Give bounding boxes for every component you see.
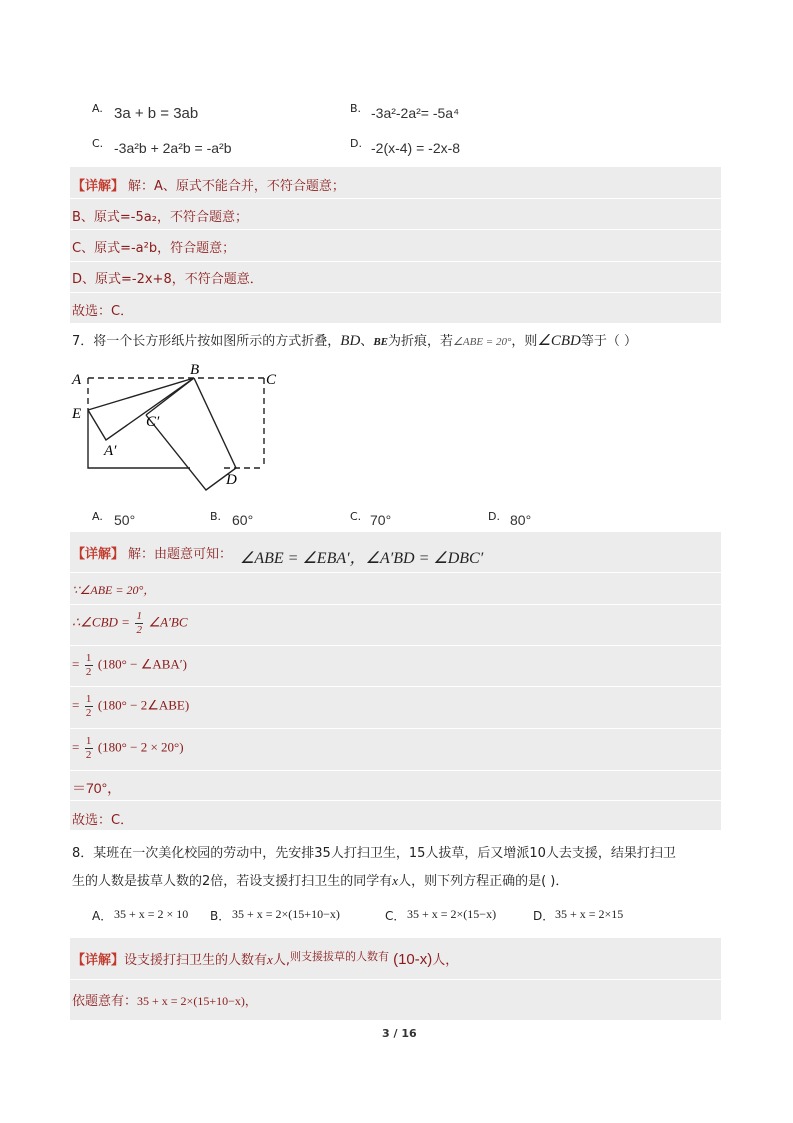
divider (70, 292, 721, 293)
fraction-num: 1 (85, 652, 92, 664)
q8-option-b-text: 35 + x = 2×(15+10−x) (232, 907, 340, 921)
q8-option-c-text: 35 + x = 2×(15−x) (407, 907, 497, 921)
q7-option-a-text: 50° (114, 512, 136, 528)
q8-line2-b: 人，则下列方程正确的是( )． (398, 874, 569, 889)
divider (70, 229, 721, 230)
q7-figure (66, 360, 296, 500)
q7-answer-l2-post: ∠A′BC (148, 614, 188, 630)
q7-condition: ∠ABE = 20° (453, 336, 512, 348)
q7-answer-block (70, 532, 721, 830)
q6-option-a-letter: A. (92, 102, 103, 115)
q6-answer-tag: 【详解】 (72, 179, 125, 194)
q8-option-a-letter: A． (92, 909, 113, 923)
fraction-num: 1 (85, 693, 92, 705)
fraction-den: 2 (85, 707, 92, 719)
q7-answer-intro: 解：由题意可知： (128, 547, 233, 562)
page-number: 3 / 16 (382, 1027, 417, 1040)
fraction-half (85, 653, 93, 678)
q7-label-b: B (190, 362, 200, 378)
divider (70, 728, 721, 729)
q7-answer-l5-text: (180° − 2 × 20°) (97, 739, 184, 755)
q6-answer-line5: 故选：C． (72, 304, 134, 319)
q8-option-b-letter: B． (210, 909, 231, 923)
q7-sep: 、 (360, 334, 374, 349)
divider (70, 800, 721, 801)
q8-answer-line1-e: 人， (432, 953, 459, 968)
q6-option-c-letter: C. (92, 137, 104, 150)
q6-option-a-text: 3a + b = 3ab (114, 105, 199, 122)
fraction-half (85, 694, 93, 719)
q7-answer-tag: 【详解】 (72, 547, 125, 562)
q7-label-a-prime: A′ (104, 443, 117, 459)
q7-be: BE (373, 336, 388, 348)
q7-option-c-text: 70° (370, 512, 392, 528)
q8-answer-line2 (72, 990, 257, 1009)
q7-text-c: ，则 (511, 334, 538, 349)
q8-answer-line1 (72, 948, 458, 968)
q8-answer-line1-d: (10-x) (393, 951, 433, 968)
q8-option-d-text: 35 + x = 2×15 (555, 907, 624, 921)
q6-option-b-text: -3a²-2a²= -5a⁴ (371, 105, 460, 121)
q7-answer-eq1: ∠ABE = ∠EBA′，∠A′BD = ∠DBC′ (240, 550, 484, 567)
divider (70, 604, 721, 605)
fraction-den: 2 (85, 749, 92, 761)
q7-text-d: 等于（ ） (580, 334, 637, 349)
q7-question (72, 330, 637, 350)
divider (70, 979, 721, 980)
q7-option-a-letter: A. (92, 510, 103, 523)
q8-answer-line2-a: 依题意有： (72, 994, 138, 1009)
divider (70, 686, 721, 687)
q7-fold-ea (88, 378, 194, 440)
q6-answer-line4: D、原式=-2x+8，不符合题意． (72, 272, 263, 287)
q8-answer-var-x: x (267, 952, 273, 967)
q8-answer-line1-c: 则支援拔草的人数有 (289, 950, 389, 963)
equals-sign: = (72, 739, 80, 755)
divider (70, 572, 721, 573)
q8-question-line1 (72, 842, 676, 861)
q8-option-d-letter: D． (533, 909, 555, 923)
q7-label-e: E (72, 406, 82, 422)
q8-answer-line2-b: 35 + x = 2×(15+10−x)， (137, 994, 257, 1008)
fraction-num: 1 (85, 735, 92, 747)
equals-sign: = (72, 697, 80, 713)
q7-number: 7． (72, 334, 94, 349)
q6-answer-line1: 解：A、原式不能合并，不符合题意； (128, 179, 345, 194)
q7-fold-bd (146, 378, 236, 490)
q7-label-c: C (266, 372, 277, 388)
q6-answer-line2: B、原式=-5a₂，不符合题意； (72, 210, 248, 225)
q7-option-c-letter: C. (350, 510, 362, 523)
q8-var-x: x (392, 873, 399, 888)
q7-text-a: 将一个长方形纸片按如图所示的方式折叠， (93, 334, 341, 349)
q7-label-c-prime: C′ (146, 414, 160, 430)
q7-answer-l6: ＝70°， (72, 780, 122, 796)
q8-option-a-text: 35 + x = 2 × 10 (114, 907, 189, 921)
q7-left-edge (88, 410, 190, 468)
q7-answer-l3-text: (180° − ∠ABA′) (97, 656, 187, 672)
q7-answer-l7: 故选：C． (72, 813, 134, 828)
fraction-half (85, 736, 93, 761)
divider (70, 770, 721, 771)
equals-sign: = (72, 656, 80, 672)
q8-option-c-letter: C． (385, 909, 406, 923)
q7-answer-l5 (72, 736, 184, 761)
fraction-half (135, 611, 143, 636)
q8-question-line2 (72, 870, 568, 889)
q8-answer-line1-a: 设支援打扫卫生的人数有 (124, 953, 268, 968)
q7-fold-bc (146, 378, 194, 415)
q7-text-b: 为折痕，若 (388, 334, 454, 349)
q8-line2-a: 生的人数是拔草人数的2倍，若设支援打扫卫生的同学有 (72, 874, 393, 889)
q7-answer-l1: ∵∠ABE = 20°， (72, 583, 156, 597)
fraction-den: 2 (136, 624, 142, 636)
q7-label-a: A (72, 372, 82, 388)
q7-option-d-letter: D. (488, 510, 500, 523)
divider (70, 261, 721, 262)
q7-answer-l2 (72, 611, 188, 636)
q6-option-d-letter: D. (350, 137, 362, 150)
q8-answer-line1-b: 人, (272, 953, 290, 968)
divider (70, 198, 721, 199)
q7-bd: BD (340, 333, 361, 349)
q8-answer-tag: 【详解】 (72, 953, 125, 968)
q6-answer-line3: C、原式=-a²b，符合题意； (72, 241, 236, 256)
q7-answer-l3 (72, 653, 187, 678)
divider (70, 645, 721, 646)
q7-label-d: D (226, 472, 237, 488)
q7-option-d-text: 80° (510, 512, 532, 528)
q6-option-c-text: -3a²b + 2a²b = -a²b (114, 140, 232, 156)
q7-answer-l2-pre: ∴∠CBD = (72, 614, 130, 630)
q7-option-b-letter: B. (210, 510, 222, 523)
q6-option-b-letter: B. (350, 102, 362, 115)
q8-number: 8． (72, 846, 94, 861)
q7-answer-l4 (72, 694, 189, 719)
q7-fold-be (88, 378, 194, 410)
q7-answer-l4-text: (180° − 2∠ABE) (97, 697, 190, 713)
fraction-den: 2 (85, 666, 92, 678)
q8-line1-text: 某班在一次美化校园的劳动中，先安排35人打扫卫生，15人拔草，后又增派10人去支援，结果打扫卫 (93, 846, 676, 861)
q7-option-b-text: 60° (232, 512, 254, 528)
q6-option-d-text: -2(x-4) = -2x-8 (371, 140, 461, 156)
q7-target: ∠CBD (537, 333, 581, 349)
fraction-num: 1 (136, 610, 142, 622)
